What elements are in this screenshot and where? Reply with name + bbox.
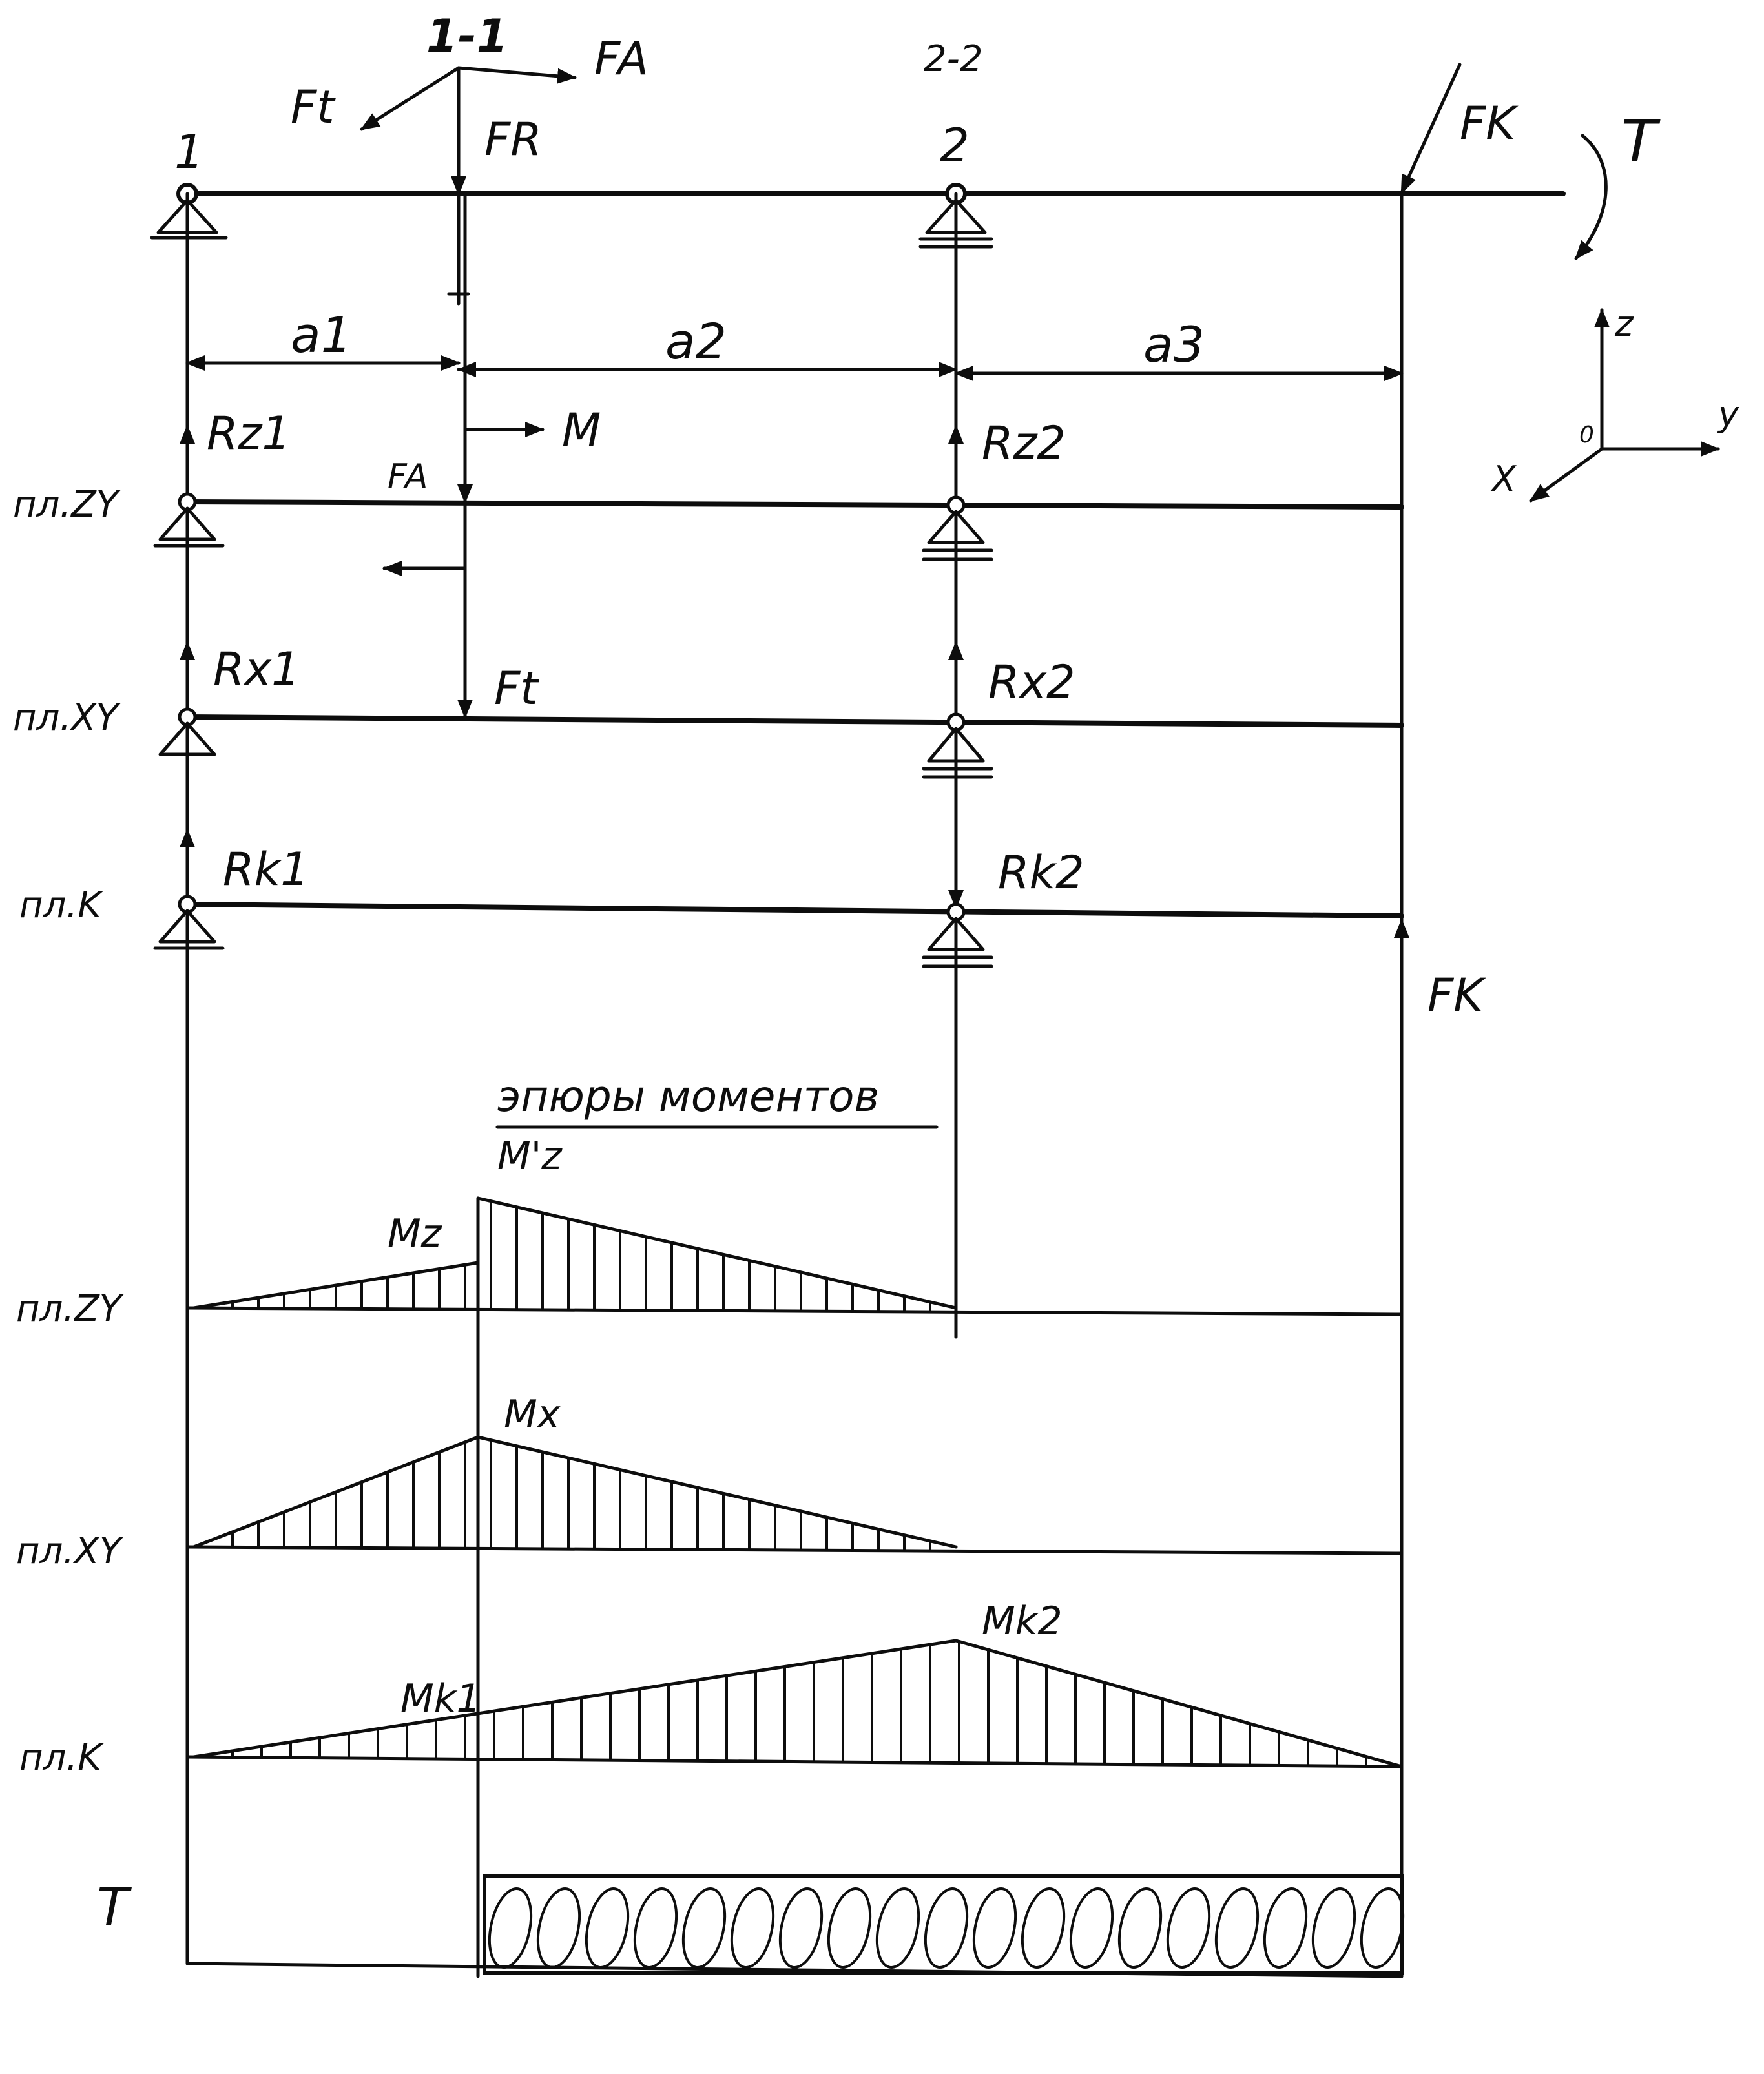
force-arrow-icon [362,68,459,129]
moment-m-label: M [562,404,601,457]
section-2-2-label: 2-2 [924,38,983,80]
plane-zy-label: пл.ZY [13,484,118,526]
torque-label: T [1621,108,1657,176]
plane-xy-loads [13,636,1402,777]
torque-coil [1113,1885,1167,1971]
moment-diagrams-title: эпюры моментов [497,1072,880,1121]
section-1-1-label: 1-1 [426,10,508,63]
torque-coil [774,1885,828,1971]
span-dimensions [187,306,1402,373]
force-fa-label: FA [594,32,649,85]
axis-z-label: z [1615,304,1634,344]
axis-origin-label: 0 [1579,422,1594,448]
force-arrow-icon [459,68,575,78]
torque-coil [483,1885,537,1971]
moment-diagram-k [19,1599,1402,1779]
torque-coil [580,1885,634,1971]
torque-coil [532,1885,586,1971]
torque-coil [968,1885,1022,1971]
plane-xy-label: пл.XY [13,697,118,739]
moment-mk1-label: Mk1 [400,1676,481,1721]
support-2-label: 2 [940,118,970,172]
torque-arrow-icon [1576,136,1606,258]
torque-coil [1064,1885,1119,1971]
reaction-rx1-label: Rx1 [213,643,300,696]
reaction-rz2-label: Rz2 [982,417,1066,470]
moment-mz-label: Mz [388,1211,442,1256]
moment-mx-label: Mx [504,1392,561,1437]
torque-coil [1161,1885,1216,1971]
reaction-rx2-label: Rx2 [988,656,1075,709]
reaction-rk2-label: Rk2 [998,846,1084,899]
diagram-zy-plane-label: пл.ZY [16,1288,121,1330]
diagram-k-plane-label: пл.K [19,1737,101,1779]
force-fr-label: FR [484,113,542,166]
force-arrow-icon [1402,65,1460,192]
axis-y-label: y [1718,394,1739,435]
moment-mz-prime-label: M'z [497,1134,562,1179]
torque-coil [1258,1885,1313,1971]
force-ft-label: Ft [291,81,335,134]
plane-zy-loads [13,404,1402,568]
reaction-rz1-label: Rz1 [207,407,291,460]
force-fa-zy-label: FA [388,457,428,496]
torque-coil [1307,1885,1361,1971]
force-fk-k-label: FK [1427,969,1484,1022]
torque-coil [919,1885,973,1971]
moment-diagram-zy [16,1134,1402,1976]
force-ft-xy-label: Ft [494,662,538,715]
moment-mk2-label: Mk2 [982,1599,1063,1644]
torque-coil [1016,1885,1070,1971]
torque-coil [677,1885,731,1971]
force-fk-label: FK [1460,97,1516,150]
axis-x-label: X [1492,459,1516,499]
span-a1-label: a1 [291,306,352,364]
plane-k-label: пл.K [19,884,101,926]
diagram-xy-plane-label: пл.XY [16,1530,121,1572]
coordinate-axes-icon [1490,304,1739,501]
moment-diagram-xy [16,1392,1402,1572]
reaction-rk1-label: Rk1 [223,843,309,896]
support-1-label: 1 [174,125,204,179]
torque-coil [1210,1885,1264,1971]
torque-coil [871,1885,925,1971]
torque-coil [725,1885,780,1971]
plane-k-loads [19,830,1486,1022]
torque-diagram-label: T [97,1877,129,1937]
torque-diagram [97,1876,1409,1976]
torque-coil [628,1885,683,1971]
shaft-scheme [152,32,1661,304]
torque-coil [822,1885,877,1971]
span-a2-label: a2 [665,313,727,370]
span-a3-label: a3 [1143,316,1205,373]
